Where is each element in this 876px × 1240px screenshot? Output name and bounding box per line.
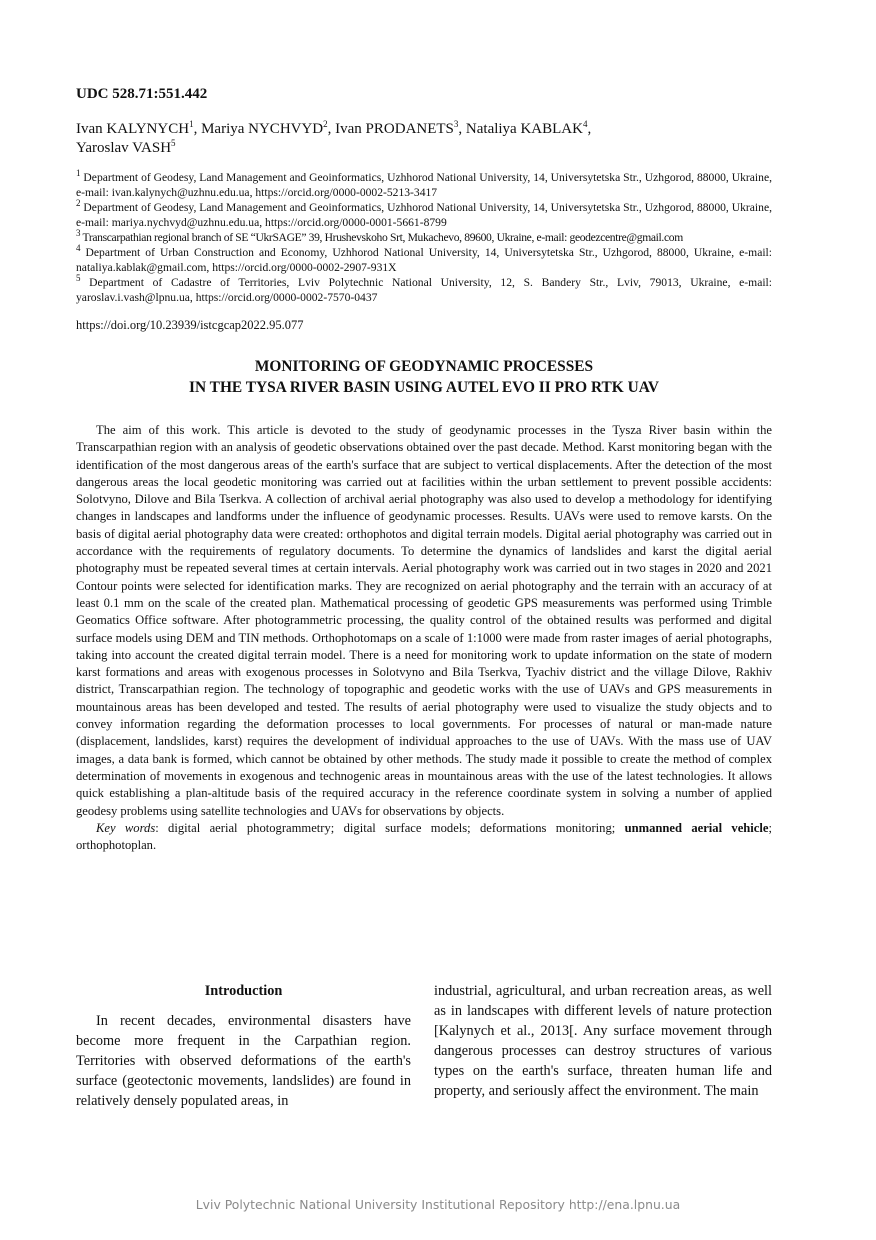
keywords: Key words: digital aerial photogrammetry; digital surface models; deformations monitoring; unmanned aerial vehicle; orthophotoplan. bbox=[76, 820, 772, 853]
left-column bbox=[76, 981, 411, 1111]
author-list bbox=[76, 120, 772, 158]
intro-paragraph: In recent decades, environmental disasters have become more frequent in the Carpathian region. Territories with observed deformations of the earth's surface (geotectonic movements, landslides) are found in relatively densely populated areas, in bbox=[76, 1013, 411, 1109]
section-heading: Introduction bbox=[204, 983, 283, 999]
author: Mariya NYCHVYD$^2$, bbox=[201, 119, 336, 137]
author: Ivan PRODANETS$^3$, bbox=[335, 119, 466, 137]
author: Ivan KALYNYCH$^1$, bbox=[76, 119, 202, 137]
abstract bbox=[76, 422, 772, 854]
author: Yaroslav VASH$^5$ bbox=[76, 138, 176, 156]
affiliation: $^4$ Department of Urban Construction and Economy, Uzhhorod National University, 14, Universytetska Str., Uzhgorod, 88000, Ukraine, e-mail: nataliya.kablak@gmail.com, https://orcid.org/0000-0002-2907-931X bbox=[76, 243, 772, 274]
right-column bbox=[434, 981, 772, 1101]
affiliation: $^3$ Transcarpathian regional branch of SE “UkrSAGE” 39, Hrushevskoho Srt, Mukachevo, 89600, Ukraine, e-mail: geodezcentre@gmail.com bbox=[76, 228, 683, 244]
author: Nataliya KABLAK$^4$, bbox=[465, 119, 592, 137]
abstract-text: The aim of this work. This article is devoted to the study of geodynamic processes in the Tysza River basin within the Transcarpathian region with an analysis of geodetic observations obtained over the past decade. Method. Karst monitoring began with the identification of the most dangerous areas of the earth's surface that are subject to vertical displacements. After the detection of the most dangerous areas the local geodetic monitoring was carried out at facilities within the urban settlement to prevent possible accidents: Solotvyno, Dilove and Bila Tserkva. A collection of archival aerial photography was also used to develop a methodology for identifying changes in landscapes and landforms under the influence of geodynamic processes. Results. UAVs were used to remove karsts. On the basis of digital aerial photography data were created: orthophotos and digital terrain models. Digital aerial photography was carried out in accordance with the requirements of regulatory documents. To determine the dynamics of landslides and karst the digital aerial photography must be repeated several times at certain intervals. Aerial photography work was carried out in two stages in 2020 and 2021 Contour points were selected for identification marks. They are recognized on aerial photography and the terrain with an accuracy of at least 0.1 mm on the scale of the created plan. Mathematical processing of geodetic GPS measurements was performed using Trimble Geomatics Office software. After photogrammetric processing, the quality control of the obtained results was performed and digital surface models using DEM and TIN methods. Orthophotomaps on a scale of 1:1000 were made from raster images of aerial photographs, taking into account the created digital terrain model. There is a need for monitoring work to update information on the state of modern karst formations and areas with exogenous processes in Solotvyno and Bila Tserkva, Tyachiv district and the village Dilove, Rakhiv district, Transcarpathian region. The technology of topographic and geodetic works with the use of UAVs and GPS measurements in mountainous areas has been developed and tested. The results of aerial photography were used to visualize the study objects and to convey information regarding the deformation processes to local governments. For processes of natural or man-made nature (displacement, landslides, karst) requires the development of individual approaches to the use of UAVs. With the mass use of UAV images, a data bank is formed, which cannot be obtained by other methods. The study made it possible to create the method of complex determination of movements in exogenous and technogenic areas in mountainous areas with the use of the latest technologies. It allows quick establishing a plan-altitude basis of the required accuracy in the reference coordinate system in solving a number of applied geodesy problems using satellite technologies and UAVs for observations by objects. bbox=[76, 423, 772, 818]
affiliation: $^1$ Department of Geodesy, Land Management and Geoinformatics, Uzhhorod National University, 14, Universytetska Str., Uzhgorod, 88000, Ukraine, e-mail: ivan.kalynych@uzhnu.edu.ua, https://orcid.org/0000-0002-5213-3417 bbox=[76, 168, 772, 199]
title-line: IN THE TYSA RIVER BASIN USING AUTEL EVO II PRO RTK UAV bbox=[189, 379, 659, 396]
affiliation-list bbox=[76, 170, 772, 305]
title-line: MONITORING OF GEODYNAMIC PROCESSES bbox=[254, 358, 594, 375]
paper-title bbox=[76, 356, 772, 398]
udc-code: UDC 528.71:551.442 bbox=[76, 86, 208, 102]
doi-link[interactable]: https://doi.org/10.23939/istcgcap2022.95.077 bbox=[76, 318, 304, 332]
intro-paragraph-continued: industrial, agricultural, and urban recreation areas, as well as in landscapes with different levels of nature protection [Kalynych et al., 2013[. Any surface movement through dangerous processes can destroy structures of various types on the earth's surface, threaten human life and property, and seriously affect the environment. The main bbox=[434, 983, 772, 1099]
repository-footer: Lviv Polytechnic National University Institutional Repository http://ena.lpnu.ua bbox=[195, 1197, 681, 1212]
affiliation: $^5$ Department of Cadastre of Territories, Lviv Polytechnic National University, 12, S. Bandery Str., Lviv, 79013, Ukraine, e-mail: yaroslav.i.vash@lpnu.ua, https://orcid.org/0000-0002-7570-0437 bbox=[76, 273, 772, 304]
affiliation: $^2$ Department of Geodesy, Land Management and Geoinformatics, Uzhhorod National University, 14, Universytetska Str., Uzhgorod, 88000, Ukraine, e-mail: mariya.nychvyd@uzhnu.edu.ua, https://orcid.org/0000-0001-5661-8799 bbox=[76, 198, 772, 229]
